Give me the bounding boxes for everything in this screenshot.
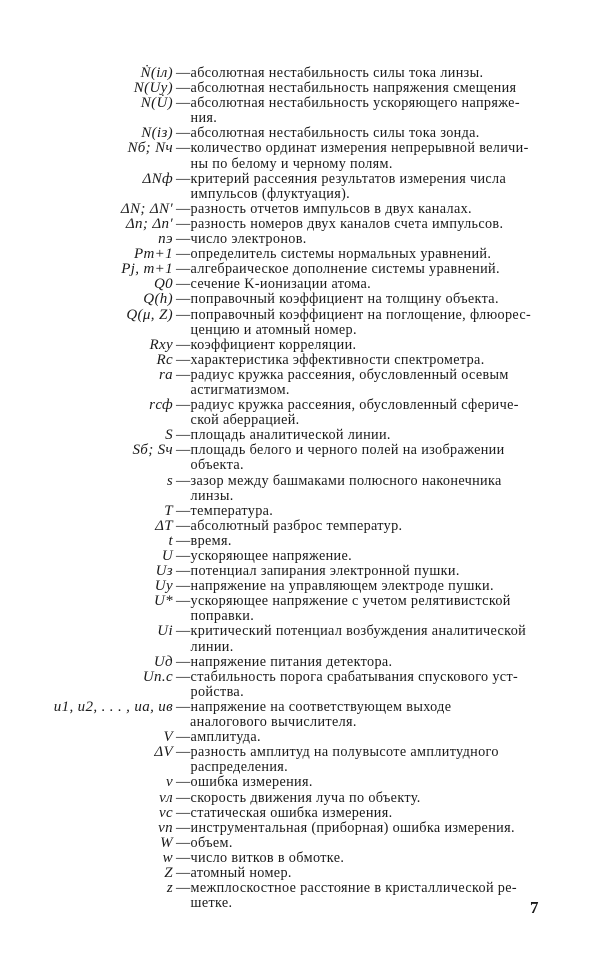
symbol: Q(h) <box>143 291 173 308</box>
symbol: Q(μ, Z) <box>126 306 173 323</box>
dash: — <box>176 668 191 685</box>
definition-text: скорость движения луча по объекту. <box>190 789 421 806</box>
definition <box>191 534 541 549</box>
definition-continuation: объекта. <box>190 457 244 474</box>
definition-continuation: ны по белому и черному полям. <box>190 155 393 172</box>
symbol: U <box>161 548 173 564</box>
list-item <box>0 549 600 564</box>
definition <box>191 308 541 338</box>
dash: — <box>176 366 191 383</box>
dash: — <box>176 819 191 836</box>
definition-text: разность отчетов импульсов в двух каналах. <box>190 200 472 217</box>
dash: — <box>176 291 191 308</box>
list-item <box>0 866 600 881</box>
definition-text: ускоряющее напряжение. <box>190 548 353 564</box>
list-item <box>0 534 600 549</box>
list-item <box>0 247 600 262</box>
list-item <box>0 775 600 790</box>
definition-continuation: ройства. <box>190 683 244 700</box>
symbol: S <box>165 427 173 444</box>
definition <box>191 745 541 775</box>
dash: — <box>176 548 191 564</box>
list-item <box>0 791 600 806</box>
symbol: W <box>160 834 173 851</box>
list-item <box>0 579 600 594</box>
definition <box>191 519 541 534</box>
definition <box>191 353 541 368</box>
dash: — <box>176 593 191 610</box>
symbol: N(Uу) <box>133 80 173 97</box>
definition <box>191 277 541 292</box>
symbol: vп <box>158 819 173 836</box>
definition-text: абсолютная нестабильность ускоряющего напряже- <box>190 95 520 112</box>
definition <box>191 247 541 262</box>
definition-text: напряжение питания детектора. <box>190 653 393 670</box>
dash: — <box>176 789 191 806</box>
definition <box>191 428 541 443</box>
definition <box>191 232 541 247</box>
list-item <box>0 700 600 715</box>
symbol: nэ <box>158 231 173 248</box>
definition-text: критический потенциал возбуждения аналитической <box>190 623 527 640</box>
definition <box>191 866 541 881</box>
symbol: z <box>166 880 173 897</box>
definition <box>191 791 541 806</box>
symbol: N(U̇) <box>140 95 173 112</box>
definition <box>191 836 541 851</box>
dash: — <box>176 442 191 459</box>
definition-continuation: аналогового вычислителя. <box>190 714 357 731</box>
symbol: T <box>164 502 173 519</box>
dash: — <box>176 246 191 263</box>
definition <box>191 217 541 232</box>
symbol: t <box>168 532 173 549</box>
symbol: Sб; Sч <box>132 442 173 459</box>
definition <box>191 579 541 594</box>
definition-text: статическая ошибка измерения. <box>190 804 393 821</box>
dash: — <box>176 276 191 293</box>
definition <box>190 715 540 730</box>
definition-text: объем. <box>190 834 233 851</box>
symbol: rсф <box>149 397 173 414</box>
definition <box>191 670 541 700</box>
list-item <box>0 821 600 836</box>
dash: — <box>176 563 191 580</box>
dash: — <box>176 864 191 881</box>
dash: — <box>176 306 191 323</box>
list-item <box>0 519 600 534</box>
definition <box>191 292 541 307</box>
definition-text: разность номеров двух каналов счета импульсов. <box>190 215 504 232</box>
symbol-list <box>0 66 600 911</box>
list-item <box>0 308 600 338</box>
definition-text: разность амплитуд на полувысоте амплитудного <box>190 744 499 761</box>
definition-text: сечение K-ионизации атома. <box>190 276 372 293</box>
list-item <box>0 368 600 398</box>
list-item <box>0 474 600 504</box>
definition-continuation: распределения. <box>190 759 289 776</box>
definition-text: радиус кружка рассеяния, обусловленный осевым <box>190 366 509 383</box>
definition-text: амплитуда. <box>190 729 261 746</box>
list-item <box>0 730 600 745</box>
dash: — <box>176 502 191 519</box>
definition <box>191 775 541 790</box>
definition <box>191 594 541 624</box>
definition <box>191 655 541 670</box>
definition-continuation: линии. <box>190 638 234 655</box>
definition <box>191 398 541 428</box>
dash: — <box>176 880 191 897</box>
symbol: Δn; Δn′ <box>125 215 173 232</box>
list-item <box>0 262 600 277</box>
definition <box>191 126 541 141</box>
dash: — <box>176 427 191 444</box>
definition-text: абсолютная нестабильность силы тока линзы. <box>190 65 484 81</box>
symbol: Pj, m+1 <box>121 261 173 278</box>
definition <box>191 202 541 217</box>
symbol: s <box>166 472 173 489</box>
symbol: Uз <box>155 563 173 580</box>
definition-continuation: поправки. <box>190 608 255 625</box>
definition-text: зазор между башмаками полюсного наконечника <box>190 472 502 489</box>
list-item <box>0 202 600 217</box>
definition-text: характеристика эффективности спектрометра. <box>190 351 485 368</box>
list-item <box>0 353 600 368</box>
dash: — <box>176 774 191 791</box>
dash: — <box>176 261 191 278</box>
dash: — <box>176 351 191 368</box>
list-item <box>0 141 600 171</box>
definition <box>191 96 541 126</box>
definition <box>191 368 541 398</box>
dash: — <box>176 215 191 232</box>
list-item <box>0 232 600 247</box>
definition-text: ошибка измерения. <box>190 774 313 791</box>
list-item <box>0 96 600 126</box>
symbol: Z <box>164 864 173 881</box>
definition-text: абсолютная нестабильность силы тока зонда. <box>190 125 480 142</box>
definition-text: напряжение на соответствующем выходе <box>190 698 452 715</box>
definition-text: число витков в обмотке. <box>190 849 345 866</box>
list-item <box>0 851 600 866</box>
definition <box>191 564 541 579</box>
dash: — <box>176 744 191 761</box>
dash: — <box>176 80 191 97</box>
definition-text: алгебраическое дополнение системы уравнений. <box>190 261 500 278</box>
definition-continuation: ской аберрацией. <box>190 412 300 429</box>
definition-text: поправочный коэффициент на поглощение, флюорес- <box>190 306 532 323</box>
symbol: Rс <box>156 351 173 368</box>
list-item <box>0 277 600 292</box>
dash: — <box>176 698 191 715</box>
definition-text: площадь аналитической линии. <box>190 427 391 444</box>
definition-text: атомный номер. <box>190 864 292 881</box>
list-item <box>0 126 600 141</box>
list-item <box>0 81 600 96</box>
symbol: Q0 <box>153 276 173 293</box>
definition <box>191 730 541 745</box>
list-item <box>0 836 600 851</box>
dash: — <box>176 532 191 549</box>
list-item <box>0 881 600 911</box>
dash: — <box>176 834 191 851</box>
list-item <box>0 398 600 428</box>
definition-text: инструментальная (приборная) ошибка измерения. <box>190 819 515 836</box>
definition-continuation: шетке. <box>190 895 233 912</box>
list-item <box>0 504 600 519</box>
page-number: 7 <box>530 898 539 917</box>
definition-text: поправочный коэффициент на толщину объекта. <box>190 291 499 308</box>
dash: — <box>176 653 191 670</box>
symbol: N(iз) <box>141 125 173 142</box>
dash: — <box>176 623 191 640</box>
definition-text: определитель системы нормальных уравнений. <box>190 246 492 263</box>
definition-text: напряжение на управляющем электроде пушки. <box>190 578 494 595</box>
definition <box>191 806 541 821</box>
symbol: V <box>163 729 173 746</box>
dash: — <box>176 140 191 157</box>
definition-text: количество ординат измерения непрерывной величи- <box>190 140 529 157</box>
symbol: vл <box>159 789 173 806</box>
symbol: Ui <box>157 623 173 640</box>
dash: — <box>176 849 191 866</box>
definition-text: потенциал запирания электронной пушки. <box>190 563 460 580</box>
symbol: rа <box>158 366 173 383</box>
symbol: Uп.с <box>142 668 173 685</box>
list-item <box>0 338 600 353</box>
symbol: Ṅ(iл) <box>140 65 173 81</box>
list-item-continuation <box>0 715 600 730</box>
definition-text: абсолютная нестабильность напряжения смещения <box>190 80 517 97</box>
dash: — <box>176 517 191 534</box>
list-item <box>0 66 600 81</box>
definition <box>191 474 541 504</box>
list-item <box>0 428 600 443</box>
list-item <box>0 594 600 624</box>
list-item <box>0 564 600 579</box>
dash: — <box>176 95 191 112</box>
symbol: u1, u2, . . . , uа, uв <box>53 698 173 715</box>
definition-continuation: импульсов (флуктуация). <box>190 185 351 202</box>
definition-text: критерий рассеяния результатов измерения числа <box>190 170 507 187</box>
symbol: w <box>162 849 173 866</box>
definition <box>191 66 541 81</box>
list-item <box>0 624 600 654</box>
symbol: vс <box>158 804 173 821</box>
dash: — <box>176 472 191 489</box>
definition <box>191 700 487 715</box>
list-item <box>0 292 600 307</box>
symbol: Nб; Nч <box>127 140 173 157</box>
list-item <box>0 217 600 232</box>
definition <box>191 821 541 836</box>
definition-continuation: ценцию и атомный номер. <box>190 321 357 338</box>
symbol: ΔNф <box>142 170 173 187</box>
definition-text: температура. <box>190 502 274 519</box>
list-item <box>0 655 600 670</box>
definition <box>191 338 541 353</box>
dash: — <box>176 125 191 142</box>
definition-continuation: ния. <box>190 110 218 127</box>
dash: — <box>176 65 191 81</box>
dash: — <box>176 578 191 595</box>
definition <box>191 881 541 911</box>
definition-text: радиус кружка рассеяния, обусловленный сфериче- <box>190 397 519 414</box>
dash: — <box>176 200 191 217</box>
definition-continuation: астигматизмом. <box>190 381 290 398</box>
dash: — <box>176 397 191 414</box>
definition-text: ускоряющее напряжение с учетом релятивистской <box>190 593 511 610</box>
definition-text: площадь белого и черного полей на изображении <box>190 442 505 459</box>
definition <box>191 624 541 654</box>
definition-text: абсолютный разброс температур. <box>190 517 403 534</box>
list-item <box>0 745 600 775</box>
definition-text: межплоскостное расстояние в кристаллической ре- <box>190 880 517 897</box>
symbol: Uд <box>153 653 173 670</box>
definition <box>191 549 541 564</box>
dash: — <box>176 231 191 248</box>
definition-text: стабильность порога срабатывания спускового уст- <box>190 668 519 685</box>
definition-text: время. <box>190 532 232 549</box>
list-item <box>0 806 600 821</box>
symbol: Rxy <box>149 336 173 353</box>
dash: — <box>176 729 191 746</box>
dash: — <box>176 336 191 353</box>
dash: — <box>176 804 191 821</box>
dash: — <box>176 170 191 187</box>
symbol: ΔV <box>154 744 173 761</box>
definition <box>191 443 541 473</box>
list-item <box>0 670 600 700</box>
definition <box>191 141 541 171</box>
symbol: Uу <box>154 578 173 595</box>
symbol: Pm+1 <box>133 246 173 263</box>
definition <box>191 81 541 96</box>
list-item <box>0 443 600 473</box>
symbol: v <box>165 774 173 791</box>
definition-text: число электронов. <box>190 231 307 248</box>
definition <box>191 172 541 202</box>
definition-text: коэффициент корреляции. <box>190 336 357 353</box>
definition <box>191 262 541 277</box>
symbol: ΔN; ΔN′ <box>120 200 173 217</box>
list-item <box>0 172 600 202</box>
definition <box>191 851 541 866</box>
symbol: U* <box>153 593 173 610</box>
definition <box>191 504 541 519</box>
symbol: ΔT <box>155 517 173 534</box>
definition-continuation: линзы. <box>190 487 234 504</box>
